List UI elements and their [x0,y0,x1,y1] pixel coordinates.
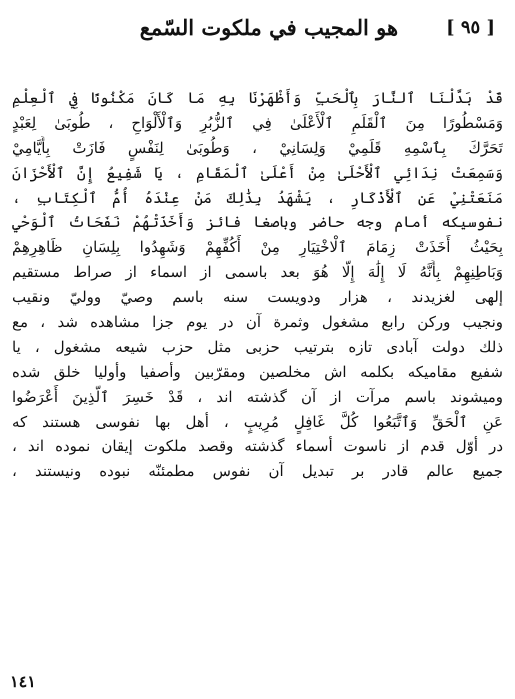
page-title: هو المجيب في ملكوت السّمع [139,14,399,40]
text-line: شفيع مقاميكه بكلمه اش مخلصين ومقرّبين وأصفيا وأوليا خلق شده [12,362,503,381]
text-line: قَدْ بَدَّلْنَا ٱلنَّارَ بِٱلْحَبِّ وَأَظْهَرْنَا بِهِ مَا كَانَ مَكْنُونًا فِي ٱلْعِلْمِ [12,89,503,107]
text-line: وميشوند باسم مرآت از آن گذشته اند ، قَدْ خَسِرَ ٱلَّذِينَ أَعْرَضُوا [12,387,503,406]
page-header [20,10,495,44]
text-line: تَحَرَّكَ بِٱسْمِهِ قَلَمِيْ وَلِسَانِيْ ، وَطُوبَىٰ لِنَفْسٍ فَازَتْ بِأَيَّامِيْ [12,138,503,157]
text-line: ذلك دولت آبادى تازه بترتيب حزبى مثل حزب شيعه مشغول ، يا [12,337,503,356]
text-line: نفوسيكه أمام وجه حاضر وباصغا فائز وَأَخَذَتْهُمْ نَفَحَاتُ ٱلْوَحْيِ [12,213,503,232]
text-line: بِحَيْثُ أَخَذَتْ زِمَامَ ٱلْاخْتِيَارِ مِنْ أَكُفِّهِمْ وَشَهِدُوا بِلِسَانِ ظَاهِرِهِمْ [12,238,503,257]
text-line: مَنَعَتْنِيْ عَنِ ٱلْأَذْكَارِ ، يَشْهَدُ بِذَٰلِكَ مَنْ عِنْدَهُ أُمُّ ٱلْكِتَابِ ، [12,188,503,207]
body-text [12,86,503,484]
text-line: جميع عالم قادر بر تبديل آن نفوس مطمئنّه نبوده ونيستند ، [12,462,503,481]
text-line: ونجيب وركن رابع مشغول وثمرة آن در يوم جزا مشاهده شد ، مع [12,313,503,332]
page-number: ١٤١ [10,672,36,691]
tablet-number: [ ٩٥ ] [446,16,495,38]
text-line: إلهى لغزيدند ، هزار ودويست سنه باسم وصيّ ووليّ ونقيب [12,288,503,307]
text-line: عَنِ ٱلْحَقِّ وَٱتَّبَعُوا كُلَّ غَافِلٍ مُرِيبٍ ، أهل بها نفوسى هستند كه [12,412,503,431]
text-line: وَسَمِعَتْ نِدَائِي ٱلْأَحْلَىٰ مِنْ أَعْلَىٰ ٱلْمَقَامِ ، يَا شَفِيعُ إِنَّ ٱلْأَحْزَانَ [12,163,503,182]
text-line: وَبَاطِنِهِمْ بِأَنَّهُ لَا إِلَٰهَ إِلَّا هُوَ بعد باسمى از اسماء از صراط مستقيم [12,263,503,282]
text-line: وَمَسْطُورًا مِنَ ٱلْقَلَمِ ٱلْأَعْلَىٰ فِي ٱلزُّبُرِ وَٱلْأَلْوَاحِ ، طُوبَىٰ لِعَبْدٍ [12,113,503,132]
text-line: در أوّل قدم از ناسوت أسماء گذشته وقصد ملكوت إيقان نموده اند ، [12,437,503,456]
